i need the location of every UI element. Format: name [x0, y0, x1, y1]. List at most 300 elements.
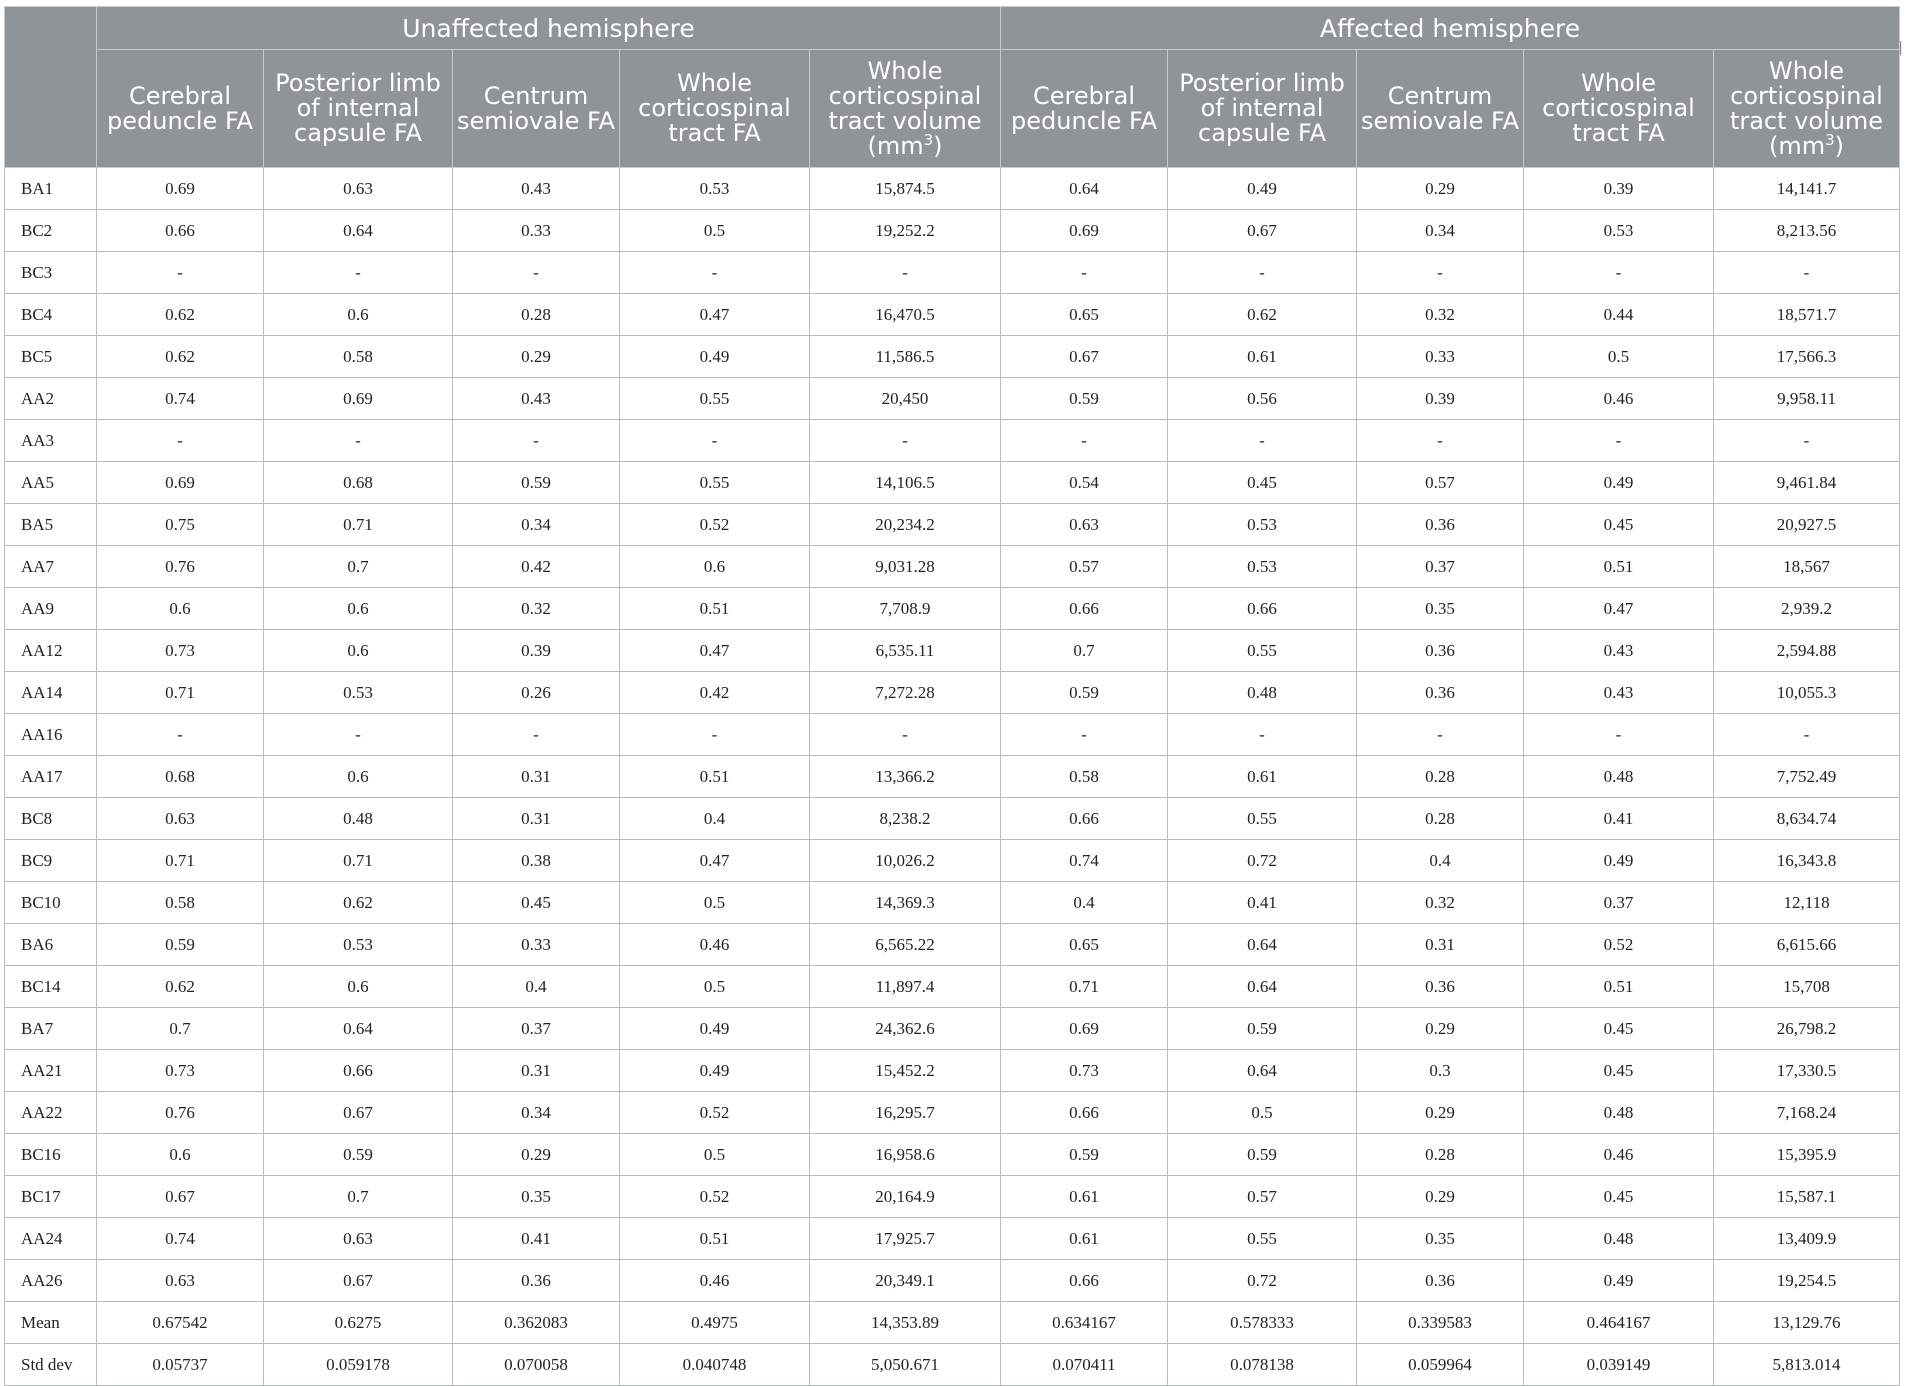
- table-cell: 0.47: [1524, 588, 1714, 630]
- column-header: [1524, 50, 1714, 168]
- row-label: AA16: [5, 714, 97, 756]
- table-cell: -: [1168, 714, 1357, 756]
- table-row: [5, 966, 1900, 1008]
- row-label: AA26: [5, 1260, 97, 1302]
- table-row: [5, 420, 1900, 462]
- table-cell: 0.74: [97, 1218, 264, 1260]
- table-cell: 0.3: [1357, 1050, 1524, 1092]
- table-row: [5, 798, 1900, 840]
- table-cell: 0.46: [620, 1260, 810, 1302]
- table-cell: 0.59: [1168, 1134, 1357, 1176]
- table-cell: -: [810, 714, 1001, 756]
- table-cell: 0.52: [620, 1092, 810, 1134]
- row-label: BC14: [5, 966, 97, 1008]
- table-cell: 0.49: [1168, 168, 1357, 210]
- table-cell: 0.28: [1357, 1134, 1524, 1176]
- table-row: [5, 1134, 1900, 1176]
- table-cell: 0.6: [264, 756, 453, 798]
- table-cell: 0.5: [620, 882, 810, 924]
- table-cell: 0.55: [1168, 798, 1357, 840]
- table-cell: 0.5: [620, 966, 810, 1008]
- table-cell: 10,026.2: [810, 840, 1001, 882]
- table-cell: 0.62: [97, 294, 264, 336]
- table-cell: 0.42: [453, 546, 620, 588]
- table-cell: 0.05737: [97, 1344, 264, 1386]
- table-cell: 0.45: [1524, 1050, 1714, 1092]
- table-cell: 0.57: [1001, 546, 1168, 588]
- column-header-suffix: ): [933, 131, 943, 160]
- table-cell: 0.41: [1524, 798, 1714, 840]
- table-cell: 0.26: [453, 672, 620, 714]
- table-cell: -: [1357, 252, 1524, 294]
- table-cell: 0.6: [264, 966, 453, 1008]
- table-cell: 0.36: [1357, 630, 1524, 672]
- table-cell: 16,470.5: [810, 294, 1001, 336]
- table-cell: -: [1168, 420, 1357, 462]
- table-cell: 0.61: [1001, 1218, 1168, 1260]
- column-header-label: Cerebral peduncle FA: [107, 81, 253, 135]
- table-cell: 20,450: [810, 378, 1001, 420]
- table-cell: 14,141.7: [1714, 168, 1900, 210]
- table-cell: 7,168.24: [1714, 1092, 1900, 1134]
- table-cell: 13,366.2: [810, 756, 1001, 798]
- table-cell: 6,565.22: [810, 924, 1001, 966]
- table-cell: 0.31: [1357, 924, 1524, 966]
- table-cell: 20,164.9: [810, 1176, 1001, 1218]
- column-header-label: Whole corticospinal tract volume (mm: [828, 56, 982, 160]
- column-header-label: Whole corticospinal tract FA: [638, 69, 791, 147]
- table-cell: 0.55: [1168, 1218, 1357, 1260]
- edge-mark: |: [1898, 40, 1903, 56]
- table-row: [5, 840, 1900, 882]
- table-cell: 0.56: [1168, 378, 1357, 420]
- table-cell: -: [97, 252, 264, 294]
- table-cell: 0.57: [1357, 462, 1524, 504]
- table-cell: 16,343.8: [1714, 840, 1900, 882]
- table-cell: 0.66: [97, 210, 264, 252]
- column-header-suffix: ): [1834, 131, 1845, 160]
- table-cell: 0.32: [1357, 882, 1524, 924]
- table-row: [5, 462, 1900, 504]
- table-cell: 17,566.3: [1714, 336, 1900, 378]
- table-cell: 0.66: [1001, 1260, 1168, 1302]
- table-row: [5, 504, 1900, 546]
- table-cell: -: [1524, 420, 1714, 462]
- table-cell: 7,752.49: [1714, 756, 1900, 798]
- table-cell: 0.64: [264, 210, 453, 252]
- table-cell: 20,349.1: [810, 1260, 1001, 1302]
- table-row: [5, 1260, 1900, 1302]
- table-cell: 15,452.2: [810, 1050, 1001, 1092]
- table-cell: 0.55: [620, 378, 810, 420]
- table-cell: 0.49: [1524, 840, 1714, 882]
- table-cell: 0.32: [453, 588, 620, 630]
- table-cell: 13,409.9: [1714, 1218, 1900, 1260]
- table-cell: 9,461.84: [1714, 462, 1900, 504]
- table-cell: 0.29: [1357, 1008, 1524, 1050]
- row-label: BC3: [5, 252, 97, 294]
- column-header: [1168, 50, 1357, 168]
- table-cell: 19,252.2: [810, 210, 1001, 252]
- row-label: AA9: [5, 588, 97, 630]
- table-cell: 7,708.9: [810, 588, 1001, 630]
- row-label: AA3: [5, 420, 97, 462]
- table-cell: 0.46: [1524, 1134, 1714, 1176]
- table-cell: 11,897.4: [810, 966, 1001, 1008]
- data-table: [4, 6, 1900, 1386]
- table-cell: 0.070411: [1001, 1344, 1168, 1386]
- table-cell: 0.29: [1357, 168, 1524, 210]
- table-cell: 0.33: [453, 924, 620, 966]
- table-cell: 6,535.11: [810, 630, 1001, 672]
- table-cell: 0.49: [620, 1008, 810, 1050]
- table-row: [5, 1218, 1900, 1260]
- table-cell: 0.31: [453, 1050, 620, 1092]
- table-cell: 0.059964: [1357, 1344, 1524, 1386]
- table-cell: 14,369.3: [810, 882, 1001, 924]
- table-cell: 0.36: [1357, 1260, 1524, 1302]
- row-label: BC10: [5, 882, 97, 924]
- table-cell: 0.59: [97, 924, 264, 966]
- table-cell: 0.39: [453, 630, 620, 672]
- table-cell: 0.5: [620, 210, 810, 252]
- table-cell: 0.71: [264, 840, 453, 882]
- table-row: [5, 378, 1900, 420]
- table-row: [5, 546, 1900, 588]
- table-cell: 0.64: [1168, 1050, 1357, 1092]
- table-cell: 0.59: [1168, 1008, 1357, 1050]
- table-cell: 0.362083: [453, 1302, 620, 1344]
- table-cell: 14,106.5: [810, 462, 1001, 504]
- table-cell: 0.46: [1524, 378, 1714, 420]
- table-cell: 0.45: [1524, 504, 1714, 546]
- table-cell: 0.71: [97, 672, 264, 714]
- table-cell: 0.53: [264, 924, 453, 966]
- table-cell: 0.29: [453, 1134, 620, 1176]
- table-cell: 0.49: [1524, 1260, 1714, 1302]
- table-cell: 0.39: [1524, 168, 1714, 210]
- table-cell: 20,927.5: [1714, 504, 1900, 546]
- table-cell: 0.51: [1524, 966, 1714, 1008]
- table-cell: 0.45: [453, 882, 620, 924]
- table-cell: -: [1357, 420, 1524, 462]
- table-cell: 19,254.5: [1714, 1260, 1900, 1302]
- table-row: [5, 714, 1900, 756]
- column-header-label: Whole corticospinal tract FA: [1542, 69, 1695, 147]
- table-cell: 2,939.2: [1714, 588, 1900, 630]
- table-cell: 0.6: [264, 630, 453, 672]
- table-cell: 0.28: [453, 294, 620, 336]
- table-cell: 0.43: [1524, 630, 1714, 672]
- table-cell: 0.64: [1001, 168, 1168, 210]
- table-row: [5, 630, 1900, 672]
- row-label: BC9: [5, 840, 97, 882]
- table-cell: 0.51: [620, 1218, 810, 1260]
- table-cell: 0.55: [620, 462, 810, 504]
- row-label: BC8: [5, 798, 97, 840]
- table-cell: 2,594.88: [1714, 630, 1900, 672]
- table-cell: 0.39: [1357, 378, 1524, 420]
- table-cell: 24,362.6: [810, 1008, 1001, 1050]
- table-cell: 0.61: [1001, 1176, 1168, 1218]
- table-cell: -: [264, 714, 453, 756]
- table-row: [5, 294, 1900, 336]
- table-cell: 0.070058: [453, 1344, 620, 1386]
- table-cell: 0.28: [1357, 756, 1524, 798]
- row-label: AA2: [5, 378, 97, 420]
- table-cell: 0.64: [264, 1008, 453, 1050]
- row-label: AA12: [5, 630, 97, 672]
- table-cell: 15,395.9: [1714, 1134, 1900, 1176]
- table-cell: 0.33: [1357, 336, 1524, 378]
- table-cell: 0.46: [620, 924, 810, 966]
- table-cell: 14,353.89: [810, 1302, 1001, 1344]
- table-row: [5, 252, 1900, 294]
- row-label: BA1: [5, 168, 97, 210]
- table-cell: 0.6275: [264, 1302, 453, 1344]
- row-label: AA17: [5, 756, 97, 798]
- column-header-label: Posterior limb of internal capsule FA: [1179, 69, 1345, 147]
- table-cell: 0.44: [1524, 294, 1714, 336]
- table-cell: 0.66: [1001, 1092, 1168, 1134]
- table-row: [5, 1176, 1900, 1218]
- table-cell: -: [620, 420, 810, 462]
- table-cell: -: [1168, 252, 1357, 294]
- table-cell: 0.51: [620, 588, 810, 630]
- table-cell: 0.71: [264, 504, 453, 546]
- table-cell: 0.62: [97, 336, 264, 378]
- table-cell: 0.48: [1524, 756, 1714, 798]
- table-cell: 0.47: [620, 630, 810, 672]
- table-cell: -: [1357, 714, 1524, 756]
- table-cell: 13,129.76: [1714, 1302, 1900, 1344]
- table-cell: 0.57: [1168, 1176, 1357, 1218]
- table-cell: 0.65: [1001, 924, 1168, 966]
- table-cell: 18,571.7: [1714, 294, 1900, 336]
- column-header: [264, 50, 453, 168]
- table-cell: -: [620, 714, 810, 756]
- table-cell: 5,813.014: [1714, 1344, 1900, 1386]
- table-cell: 0.54: [1001, 462, 1168, 504]
- table-cell: 0.7: [264, 1176, 453, 1218]
- table-cell: 20,234.2: [810, 504, 1001, 546]
- column-header: [1357, 50, 1524, 168]
- table-row: [5, 1344, 1900, 1386]
- table-cell: 0.29: [1357, 1176, 1524, 1218]
- table-cell: 0.42: [620, 672, 810, 714]
- table-row: [5, 672, 1900, 714]
- table-cell: 0.49: [1524, 462, 1714, 504]
- table-cell: 0.34: [1357, 210, 1524, 252]
- table-cell: 0.7: [264, 546, 453, 588]
- table-cell: -: [264, 252, 453, 294]
- column-header-row: [5, 50, 1900, 168]
- group-header-affected: Affected hemisphere: [1001, 7, 1900, 50]
- table-cell: 0.64: [1168, 966, 1357, 1008]
- table-cell: 0.66: [1001, 798, 1168, 840]
- table-cell: 0.62: [97, 966, 264, 1008]
- table-cell: 0.66: [1001, 588, 1168, 630]
- table-cell: 0.4: [1357, 840, 1524, 882]
- table-cell: 0.59: [453, 462, 620, 504]
- table-cell: 0.63: [1001, 504, 1168, 546]
- row-label: AA21: [5, 1050, 97, 1092]
- table-cell: 0.41: [1168, 882, 1357, 924]
- table-cell: 0.464167: [1524, 1302, 1714, 1344]
- table-cell: 0.69: [97, 462, 264, 504]
- table-cell: 0.45: [1524, 1008, 1714, 1050]
- table-cell: 0.48: [1524, 1218, 1714, 1260]
- table-cell: 0.4: [620, 798, 810, 840]
- table-cell: 15,587.1: [1714, 1176, 1900, 1218]
- table-cell: 6,615.66: [1714, 924, 1900, 966]
- table-row: [5, 588, 1900, 630]
- table-cell: 0.58: [264, 336, 453, 378]
- table-cell: 0.43: [1524, 672, 1714, 714]
- table-cell: 0.43: [453, 378, 620, 420]
- table-cell: 0.37: [1357, 546, 1524, 588]
- column-header-label: Posterior limb of internal capsule FA: [275, 69, 441, 147]
- table-cell: 0.64: [1168, 924, 1357, 966]
- table-cell: 0.6: [620, 546, 810, 588]
- table-row: [5, 1302, 1900, 1344]
- table-cell: 0.634167: [1001, 1302, 1168, 1344]
- table-cell: -: [1001, 420, 1168, 462]
- table-cell: 9,958.11: [1714, 378, 1900, 420]
- table-cell: 0.33: [453, 210, 620, 252]
- table-cell: 0.34: [453, 1092, 620, 1134]
- table-cell: 0.66: [1168, 588, 1357, 630]
- table-cell: 0.31: [453, 756, 620, 798]
- row-label: AA22: [5, 1092, 97, 1134]
- table-cell: 0.4: [1001, 882, 1168, 924]
- table-row: [5, 756, 1900, 798]
- table-cell: 0.6: [97, 588, 264, 630]
- table-cell: 0.5: [1524, 336, 1714, 378]
- table-cell: -: [1001, 714, 1168, 756]
- table-cell: 0.29: [453, 336, 620, 378]
- table-cell: 0.71: [97, 840, 264, 882]
- table-cell: 0.36: [1357, 504, 1524, 546]
- table-cell: 0.059178: [264, 1344, 453, 1386]
- table-cell: 0.53: [1168, 546, 1357, 588]
- table-cell: 0.41: [453, 1218, 620, 1260]
- table-cell: 15,708: [1714, 966, 1900, 1008]
- table-cell: 0.37: [1524, 882, 1714, 924]
- column-header: [453, 50, 620, 168]
- table-cell: 8,634.74: [1714, 798, 1900, 840]
- table-cell: -: [620, 252, 810, 294]
- table-cell: -: [97, 714, 264, 756]
- table-cell: 0.69: [1001, 210, 1168, 252]
- table-cell: 0.69: [1001, 1008, 1168, 1050]
- table-cell: 0.59: [1001, 378, 1168, 420]
- table-cell: -: [810, 420, 1001, 462]
- table-cell: 0.72: [1168, 1260, 1357, 1302]
- table-row: [5, 1092, 1900, 1134]
- table-cell: -: [453, 714, 620, 756]
- table-cell: 0.48: [1524, 1092, 1714, 1134]
- table-cell: 0.38: [453, 840, 620, 882]
- table-cell: 0.35: [1357, 1218, 1524, 1260]
- table-cell: 16,295.7: [810, 1092, 1001, 1134]
- row-label: AA24: [5, 1218, 97, 1260]
- row-label: BC17: [5, 1176, 97, 1218]
- table-cell: 0.68: [264, 462, 453, 504]
- table-cell: 0.59: [1001, 1134, 1168, 1176]
- table-cell: 0.4975: [620, 1302, 810, 1344]
- table-cell: 0.68: [97, 756, 264, 798]
- table-cell: 0.75: [97, 504, 264, 546]
- table-cell: 0.43: [453, 168, 620, 210]
- table-cell: -: [264, 420, 453, 462]
- table-cell: 0.36: [453, 1260, 620, 1302]
- table-cell: 0.45: [1524, 1176, 1714, 1218]
- table-row: [5, 168, 1900, 210]
- table-cell: 0.55: [1168, 630, 1357, 672]
- table-cell: 0.67: [264, 1260, 453, 1302]
- table-cell: 0.578333: [1168, 1302, 1357, 1344]
- table-cell: 0.72: [1168, 840, 1357, 882]
- table-row: [5, 1008, 1900, 1050]
- table-cell: -: [1524, 252, 1714, 294]
- table-cell: 0.47: [620, 294, 810, 336]
- table-cell: 0.45: [1168, 462, 1357, 504]
- table-cell: 0.49: [620, 1050, 810, 1092]
- column-header: [810, 50, 1001, 168]
- column-header-label: Centrum semiovale FA: [457, 81, 615, 135]
- table-row: [5, 336, 1900, 378]
- table-cell: 0.63: [97, 1260, 264, 1302]
- table-cell: 0.52: [620, 504, 810, 546]
- table-cell: 9,031.28: [810, 546, 1001, 588]
- table-cell: 0.67: [264, 1092, 453, 1134]
- table-cell: 0.078138: [1168, 1344, 1357, 1386]
- column-header: [620, 50, 810, 168]
- table-cell: 0.32: [1357, 294, 1524, 336]
- table-cell: 0.31: [453, 798, 620, 840]
- table-cell: -: [453, 252, 620, 294]
- row-label: AA14: [5, 672, 97, 714]
- table-cell: 0.63: [264, 1218, 453, 1260]
- table-cell: -: [810, 252, 1001, 294]
- table-cell: 0.6: [264, 294, 453, 336]
- row-label: BC2: [5, 210, 97, 252]
- group-header-unaffected: Unaffected hemisphere: [97, 7, 1001, 50]
- table-row: [5, 882, 1900, 924]
- table-cell: 26,798.2: [1714, 1008, 1900, 1050]
- table-cell: 0.5: [1168, 1092, 1357, 1134]
- row-label: AA7: [5, 546, 97, 588]
- table-cell: 0.37: [453, 1008, 620, 1050]
- table-row: [5, 1050, 1900, 1092]
- table-body: [5, 168, 1900, 1386]
- table-cell: 0.74: [97, 378, 264, 420]
- table-cell: -: [1524, 714, 1714, 756]
- table-cell: 0.73: [1001, 1050, 1168, 1092]
- row-label: BA7: [5, 1008, 97, 1050]
- table-cell: 0.69: [97, 168, 264, 210]
- table-cell: 0.48: [1168, 672, 1357, 714]
- table-cell: 0.71: [1001, 966, 1168, 1008]
- table-cell: -: [453, 420, 620, 462]
- table-cell: 0.7: [1001, 630, 1168, 672]
- table-cell: 0.67: [1168, 210, 1357, 252]
- table-cell: 16,958.6: [810, 1134, 1001, 1176]
- table-cell: 18,567: [1714, 546, 1900, 588]
- table-cell: 0.67542: [97, 1302, 264, 1344]
- table-cell: 8,238.2: [810, 798, 1001, 840]
